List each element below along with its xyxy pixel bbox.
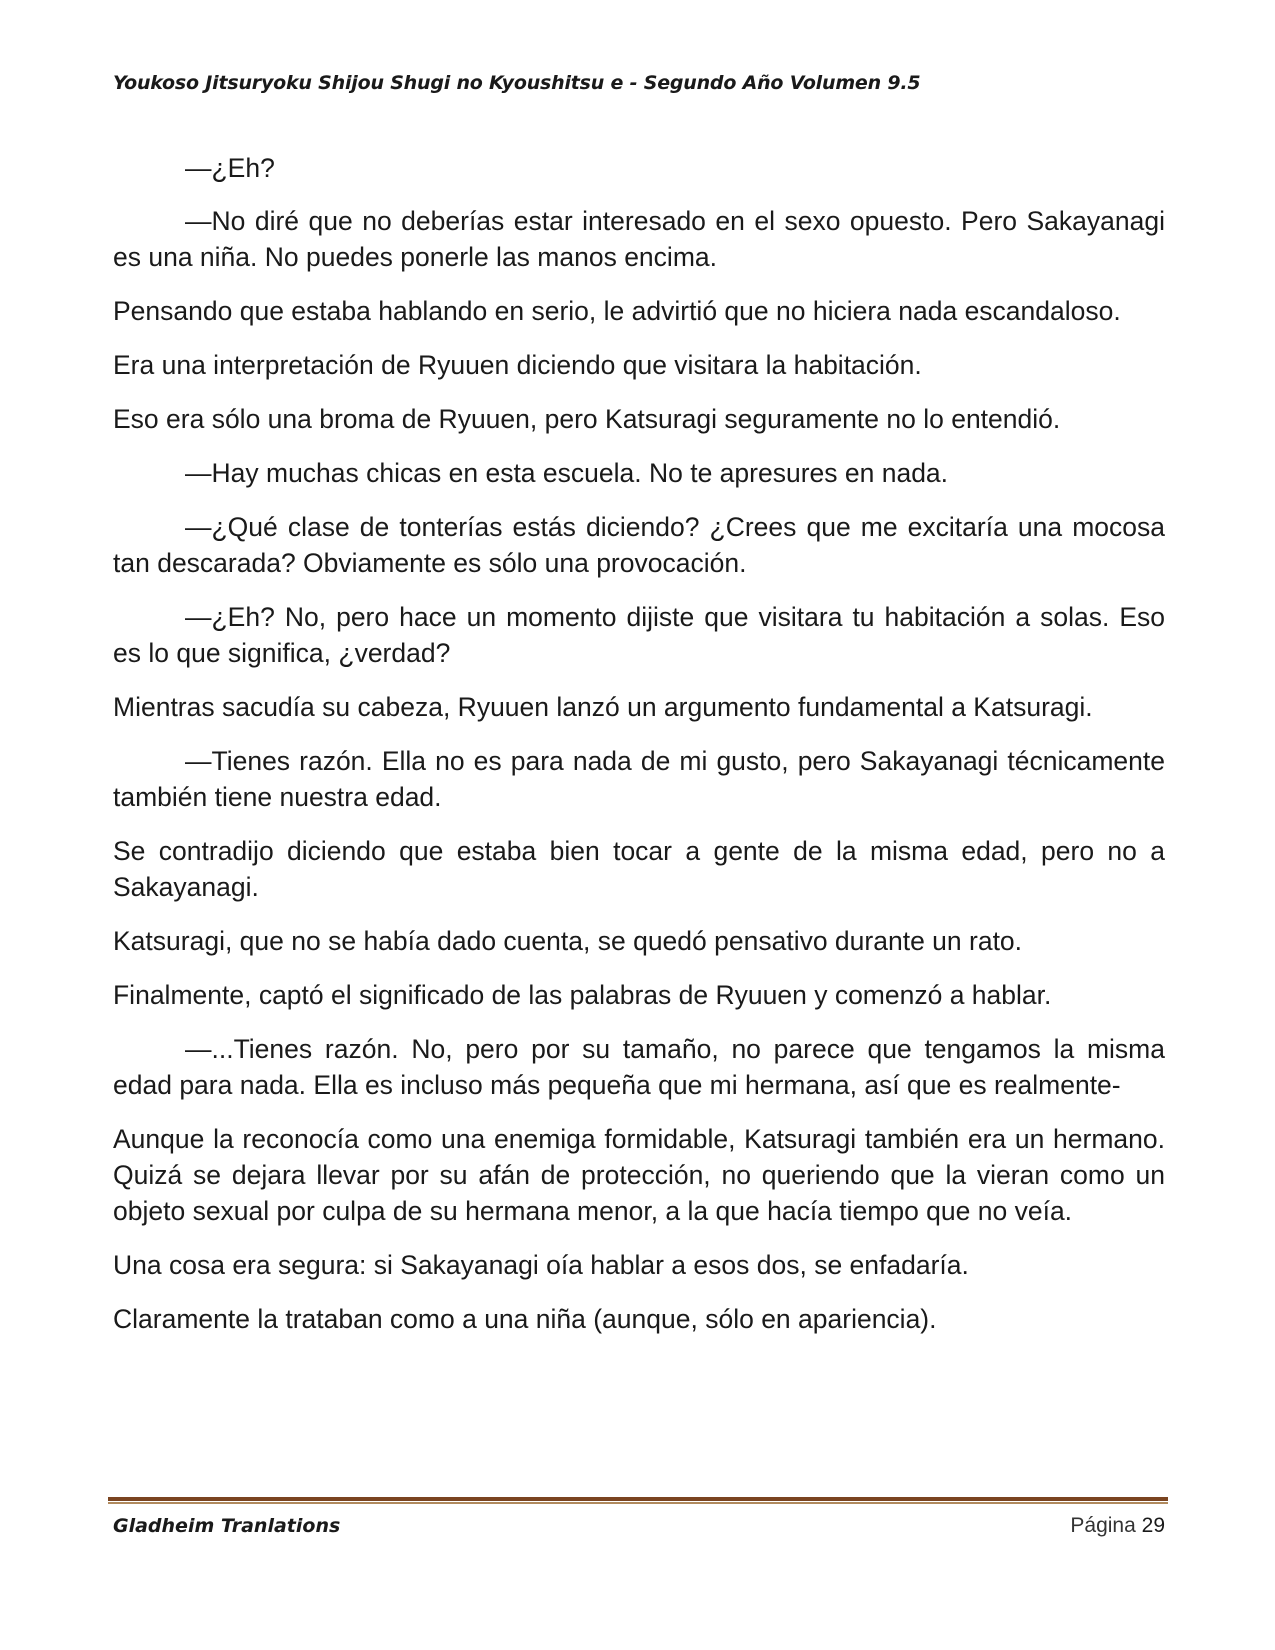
body-text [113, 150, 1165, 1355]
paragraph: —No diré que no deberías estar interesado en el sexo opuesto. Pero Sakayanagi es una niña. No puedes ponerle las manos encima. [113, 206, 1165, 272]
paragraph: Finalmente, captó el significado de las palabras de Ryuuen y comenzó a hablar. [113, 980, 1052, 1010]
paragraph: Claramente la trataban como a una niña (aunque, sólo en apariencia). [113, 1304, 937, 1334]
paragraph: Una cosa era segura: si Sakayanagi oía hablar a esos dos, se enfadaría. [113, 1250, 969, 1280]
paragraph: Se contradijo diciendo que estaba bien tocar a gente de la misma edad, pero no a Sakayanagi. [113, 836, 1165, 902]
paragraph: Pensando que estaba hablando en serio, le advirtió que no hiciera nada escandaloso. [113, 296, 1121, 326]
paragraph: —¿Eh? No, pero hace un momento dijiste que visitara tu habitación a solas. Eso es lo que significa, ¿verdad? [113, 602, 1165, 668]
page-number [1070, 1514, 1165, 1538]
paragraph: Mientras sacudía su cabeza, Ryuuen lanzó un argumento fundamental a Katsuragi. [113, 692, 1093, 722]
page-label: Página [1070, 1514, 1136, 1537]
paragraph: —Tienes razón. Ella no es para nada de mi gusto, pero Sakayanagi técnicamente también tiene nuestra edad. [113, 746, 1165, 812]
paragraph: Katsuragi, que no se había dado cuenta, se quedó pensativo durante un rato. [113, 926, 1023, 956]
footer-rule [108, 1497, 1168, 1505]
paragraph: Era una interpretación de Ryuuen diciendo que visitara la habitación. [113, 350, 922, 380]
paragraph: —¿Qué clase de tonterías estás diciendo? ¿Crees que me excitaría una mocosa tan descarada? Obviamente es sólo una provocación. [113, 512, 1165, 578]
page-number-value: 29 [1141, 1514, 1165, 1537]
paragraph: Eso era sólo una broma de Ryuuen, pero Katsuragi seguramente no lo entendió. [113, 404, 1061, 434]
paragraph: —¿Eh? [185, 153, 275, 183]
paragraph: —...Tienes razón. No, pero por su tamaño, no parece que tengamos la misma edad para nada. Ella es incluso más pequeña que mi hermana, así que es realmente- [113, 1034, 1165, 1100]
header-title: Youkoso Jitsuryoku Shijou Shugi no Kyoushitsu e - Segundo Año Volumen 9.5 [113, 72, 921, 94]
paragraph: —Hay muchas chicas en esta escuela. No te apresures en nada. [185, 458, 949, 488]
paragraph: Aunque la reconocía como una enemiga formidable, Katsuragi también era un hermano. Quizá se dejara llevar por su afán de protección, no queriendo que la vieran como un objeto sexual por culpa de su hermana menor, a la que hacía tiempo que no veía. [113, 1124, 1165, 1226]
footer-credit: Gladheim Tranlations [113, 1515, 341, 1537]
